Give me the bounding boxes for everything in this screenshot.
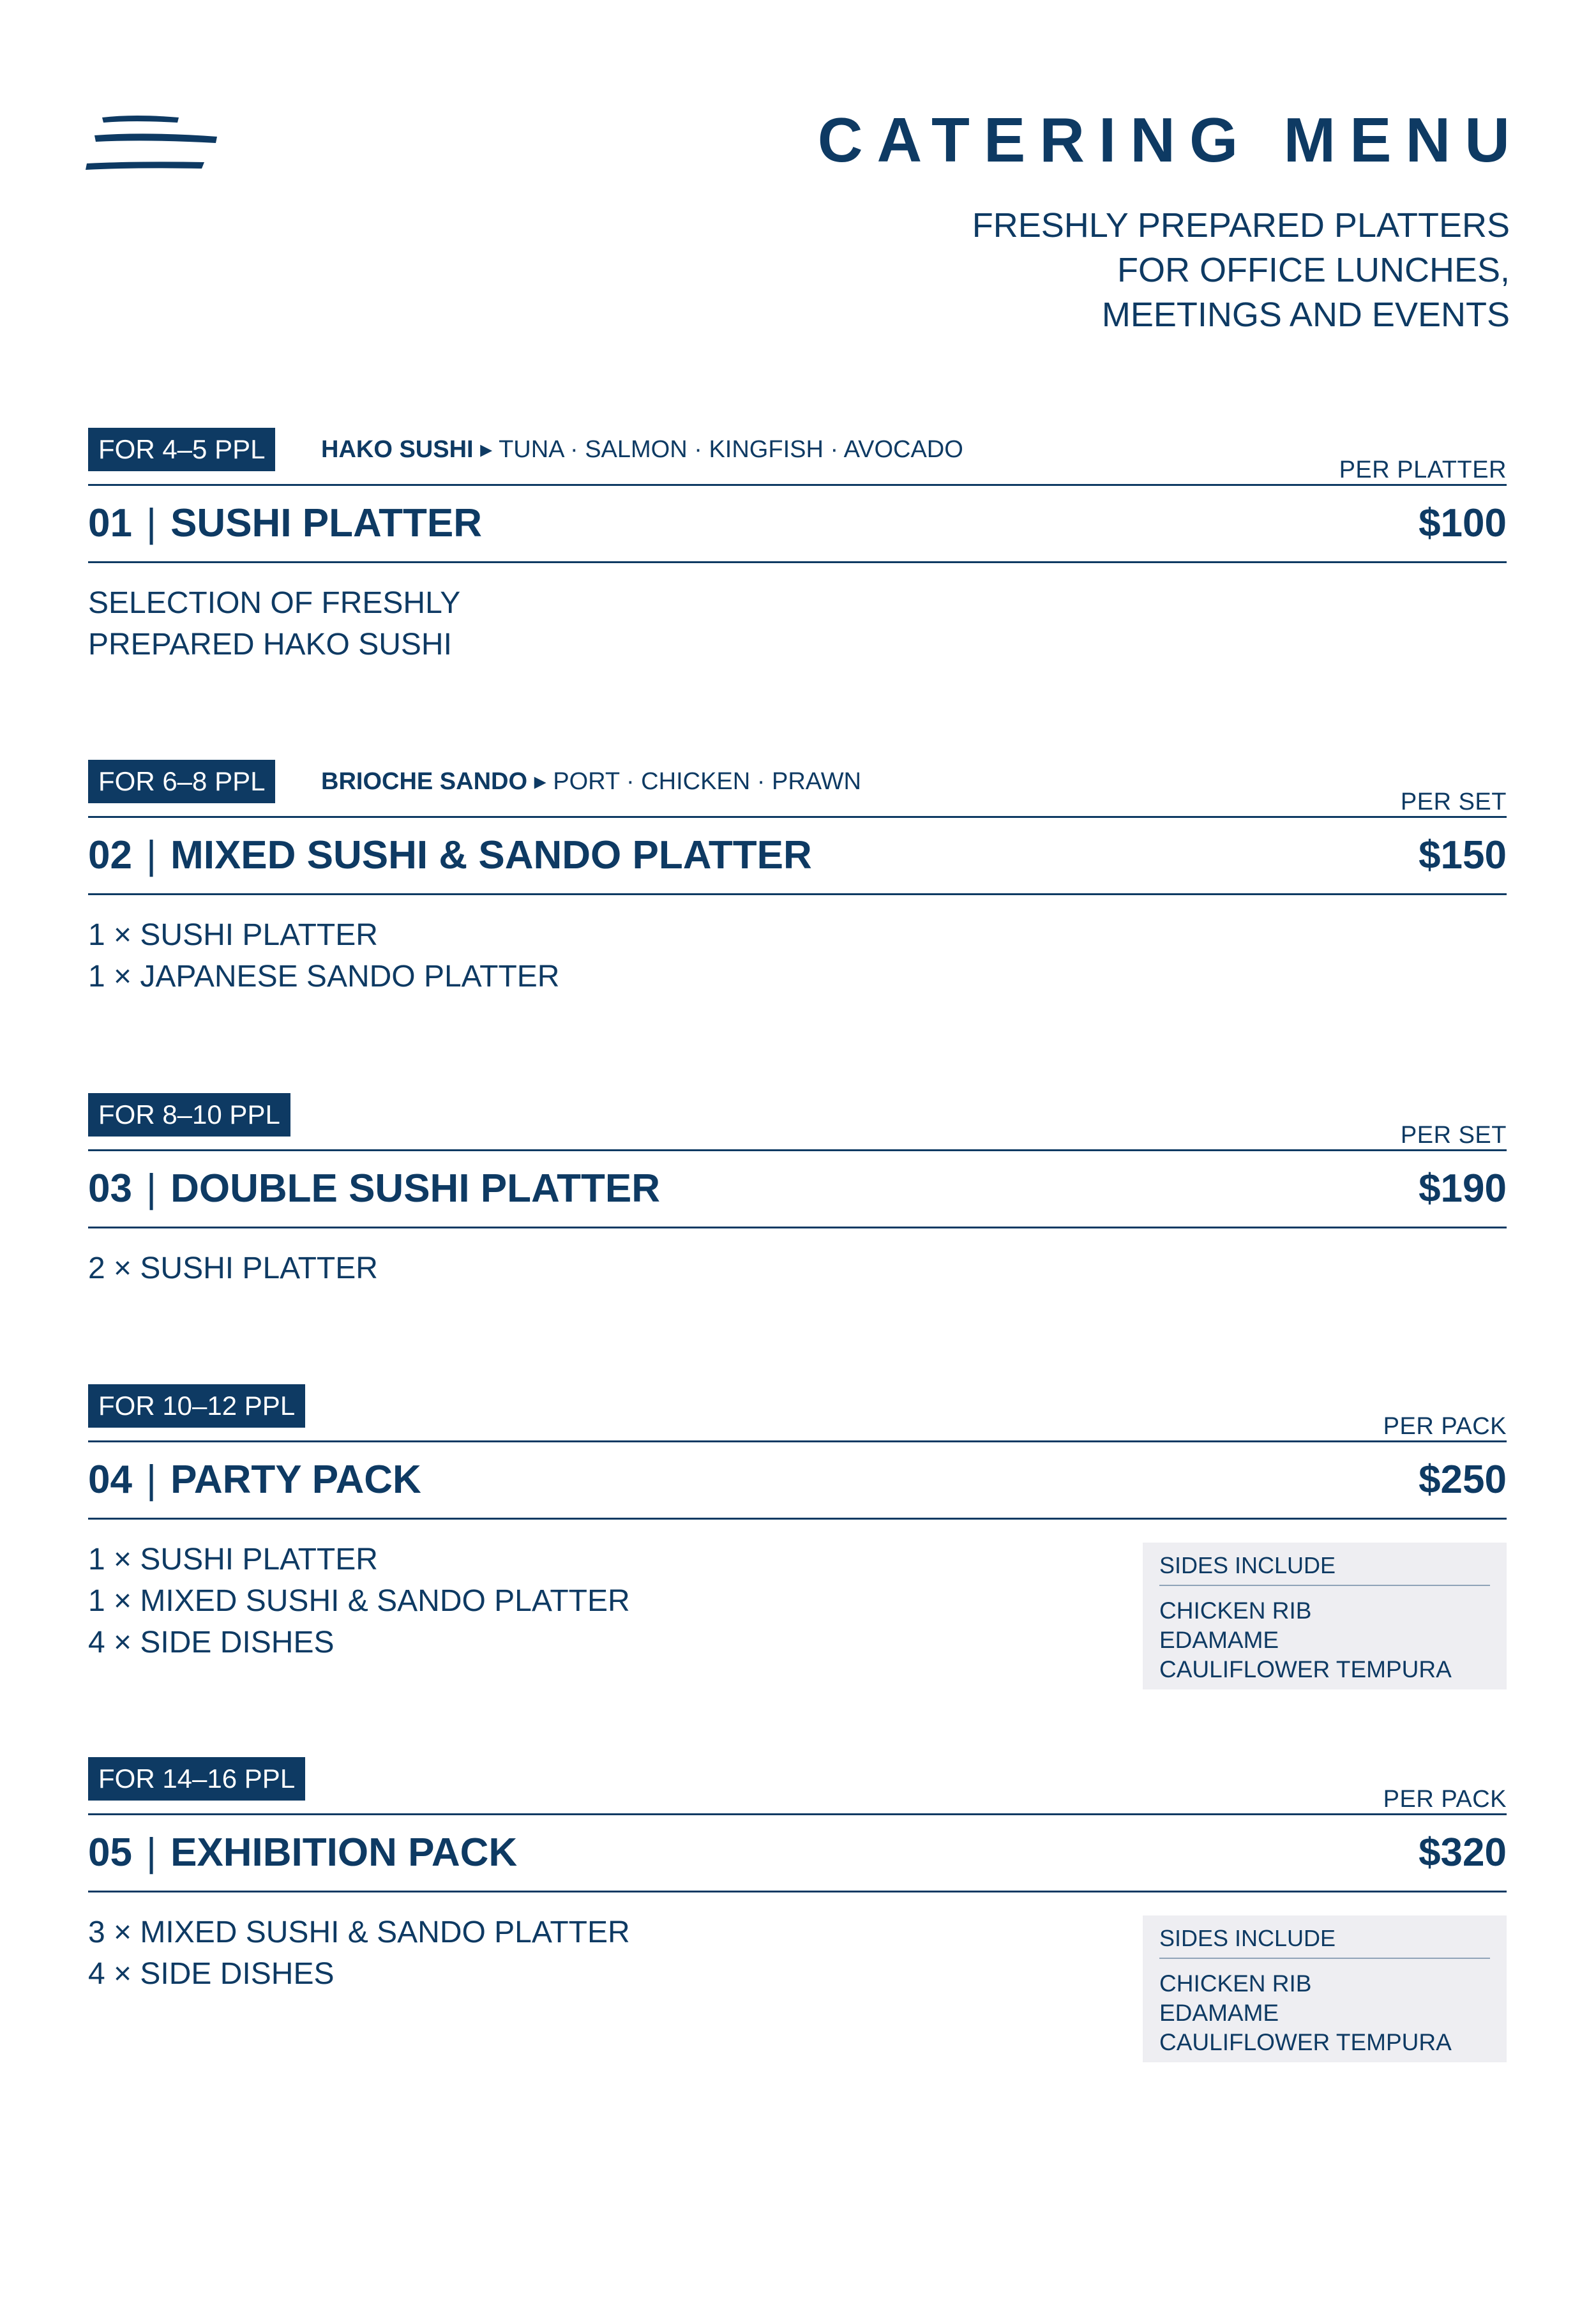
item-number: 01	[88, 501, 132, 545]
item-description	[88, 1248, 1507, 1289]
item-contents-line	[321, 428, 963, 471]
item-name: DOUBLE SUSHI PLATTER	[170, 1167, 661, 1211]
price-unit: PER PACK	[1383, 1786, 1507, 1813]
item-name: EXHIBITION PACK	[170, 1831, 518, 1875]
title-separator: |	[146, 1458, 157, 1502]
item-number: 04	[88, 1458, 132, 1502]
item-number: 03	[88, 1167, 132, 1211]
price-unit: PER PACK	[1383, 1413, 1507, 1440]
side-item: CAULIFLOWER TEMPURA	[1159, 1656, 1452, 1682]
item-description	[88, 914, 1507, 997]
sides-include-box	[1143, 1543, 1507, 1689]
item-name: SUSHI PLATTER	[170, 501, 483, 545]
item-name: MIXED SUSHI & SANDO PLATTER	[170, 833, 812, 877]
divider	[88, 1518, 1507, 1520]
sides-include-box	[1143, 1915, 1507, 2062]
title-separator: |	[146, 501, 157, 545]
item-title	[88, 1829, 517, 1877]
page-subtitle	[818, 203, 1510, 337]
contents-fillings: ▸ TUNA · SALMON · KINGFISH · AVOCADO	[480, 436, 963, 463]
description-line: 4 × SIDE DISHES	[88, 1957, 335, 1991]
menu-item-03	[88, 1093, 1507, 1289]
description-line: 1 × JAPANESE SANDO PLATTER	[88, 960, 560, 993]
divider	[88, 1891, 1507, 1892]
divider	[88, 893, 1507, 895]
description-line: 1 × MIXED SUSHI & SANDO PLATTER	[88, 1584, 630, 1618]
side-item: CHICKEN RIB	[1159, 1598, 1312, 1624]
menu-item-05	[88, 1757, 1507, 2055]
sides-heading: SIDES INCLUDE	[1159, 1924, 1490, 1959]
price-unit: PER SET	[1400, 1122, 1507, 1149]
side-item: CHICKEN RIB	[1159, 1970, 1312, 1997]
item-title	[88, 832, 812, 879]
item-title	[88, 1456, 421, 1504]
item-price: $100	[1419, 501, 1507, 545]
description-line: 2 × SUSHI PLATTER	[88, 1251, 378, 1285]
description-line: 4 × SIDE DISHES	[88, 1626, 335, 1659]
sides-list	[1159, 1969, 1490, 2057]
item-name: PARTY PACK	[170, 1458, 421, 1502]
item-title	[88, 1165, 660, 1212]
item-contents-line	[321, 760, 861, 803]
description-line: SELECTION OF FRESHLY	[88, 586, 461, 620]
item-description	[88, 582, 1507, 665]
sides-list	[1159, 1596, 1490, 1684]
item-number: 05	[88, 1831, 132, 1875]
page-header	[817, 105, 1524, 337]
brush-stroke-lines-icon	[83, 109, 230, 179]
description-line: 3 × MIXED SUSHI & SANDO PLATTER	[88, 1915, 630, 1949]
page-title: CATERING MENU	[817, 105, 1524, 175]
divider	[88, 1227, 1507, 1228]
subtitle-line: FRESHLY PREPARED PLATTERS	[972, 206, 1510, 245]
description-line: PREPARED HAKO SUSHI	[88, 628, 452, 661]
item-price: $150	[1419, 833, 1507, 877]
description-line: 1 × SUSHI PLATTER	[88, 918, 378, 952]
title-separator: |	[146, 833, 157, 877]
serves-badge: FOR 6–8 PPL	[88, 760, 275, 803]
description-line: 1 × SUSHI PLATTER	[88, 1543, 378, 1576]
title-separator: |	[146, 1831, 157, 1875]
item-number: 02	[88, 833, 132, 877]
item-price: $320	[1419, 1831, 1507, 1875]
title-separator: |	[146, 1167, 157, 1211]
serves-badge: FOR 4–5 PPL	[88, 428, 275, 471]
contents-type: HAKO SUSHI	[321, 436, 474, 463]
serves-badge: FOR 8–10 PPL	[88, 1093, 290, 1137]
serves-badge: FOR 10–12 PPL	[88, 1384, 305, 1428]
side-item: EDAMAME	[1159, 1627, 1279, 1653]
price-unit: PER PLATTER	[1339, 457, 1507, 483]
item-title	[88, 500, 482, 547]
price-unit: PER SET	[1400, 789, 1507, 815]
menu-item-04	[88, 1384, 1507, 1682]
serves-badge: FOR 14–16 PPL	[88, 1757, 305, 1801]
contents-type: BRIOCHE SANDO	[321, 768, 528, 795]
subtitle-line: FOR OFFICE LUNCHES,	[1117, 251, 1510, 289]
sides-heading: SIDES INCLUDE	[1159, 1552, 1490, 1586]
subtitle-line: MEETINGS AND EVENTS	[1101, 296, 1510, 334]
contents-fillings: ▸ PORT · CHICKEN · PRAWN	[534, 768, 861, 795]
side-item: EDAMAME	[1159, 2000, 1279, 2026]
item-price: $190	[1419, 1167, 1507, 1211]
divider	[88, 561, 1507, 563]
item-price: $250	[1419, 1458, 1507, 1502]
menu-item-01	[88, 428, 1507, 665]
menu-item-02	[88, 760, 1507, 997]
side-item: CAULIFLOWER TEMPURA	[1159, 2029, 1452, 2055]
